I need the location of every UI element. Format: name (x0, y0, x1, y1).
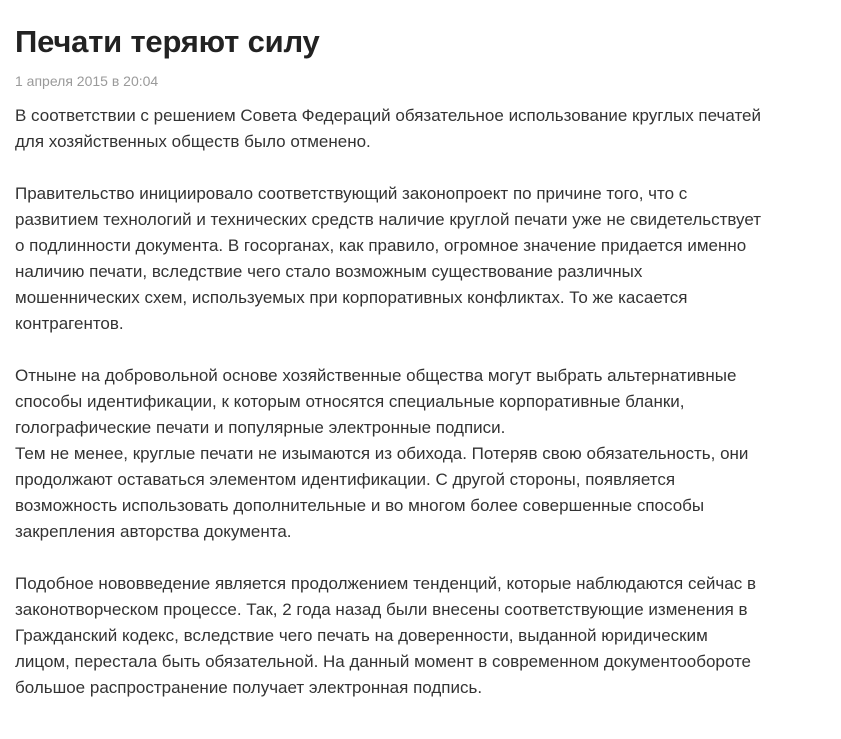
text-line: способы идентификации, к которым относятся специальные корпоративные бланки, (15, 392, 685, 411)
paragraph (15, 571, 815, 701)
article-body (15, 103, 815, 701)
publication-date: 1 апреля 2015 в 20:04 (15, 73, 159, 89)
text-line: продолжают оставаться элементом идентификации. С другой стороны, появляется (15, 470, 676, 489)
text-line: Подобное нововведение является продолжением тенденций, которые наблюдаются сейчас в (15, 574, 756, 593)
article-title: Печати теряют силу (15, 24, 320, 59)
article (15, 22, 815, 701)
paragraph (15, 181, 815, 337)
paragraph (15, 103, 815, 155)
text-line: контрагентов. (15, 314, 124, 333)
text-line: развитием технологий и технических средств наличие круглой печати уже не свидетельствует (15, 210, 762, 229)
text-line: закрепления авторства документа. (15, 522, 292, 541)
text-line: голографические печати и популярные электронные подписи. (15, 418, 506, 437)
text-line: Правительство инициировало соответствующий законопроект по причине того, что с (15, 184, 688, 203)
text-line: наличию печати, вследствие чего стало возможным существование различных (15, 262, 643, 281)
text-line: законотворческом процессе. Так, 2 года назад были внесены соответствующие изменения в (15, 600, 748, 619)
text-line: о подлинности документа. В госорганах, как правило, огромное значение придается именно (15, 236, 747, 255)
text-line: лицом, перестала быть обязательной. На данный момент в современном документообороте (15, 652, 752, 671)
text-line: Отныне на добровольной основе хозяйственные общества могут выбрать альтернативные (15, 366, 737, 385)
text-line: Тем не менее, круглые печати не изымаются из обихода. Потеряв свою обязательность, они (15, 444, 749, 463)
text-line: большое распространение получает электронная подпись. (15, 678, 483, 697)
paragraph (15, 363, 815, 545)
text-line: мошеннических схем, используемых при корпоративных конфликтах. То же касается (15, 288, 688, 307)
text-line: В соответствии с решением Совета Федераций обязательное использование круглых печатей (15, 106, 762, 125)
text-line: возможность использовать дополнительные и во многом более совершенные способы (15, 496, 705, 515)
text-line: для хозяйственных обществ было отменено. (15, 132, 371, 151)
text-line: Гражданский кодекс, вследствие чего печать на доверенности, выданной юридическим (15, 626, 708, 645)
